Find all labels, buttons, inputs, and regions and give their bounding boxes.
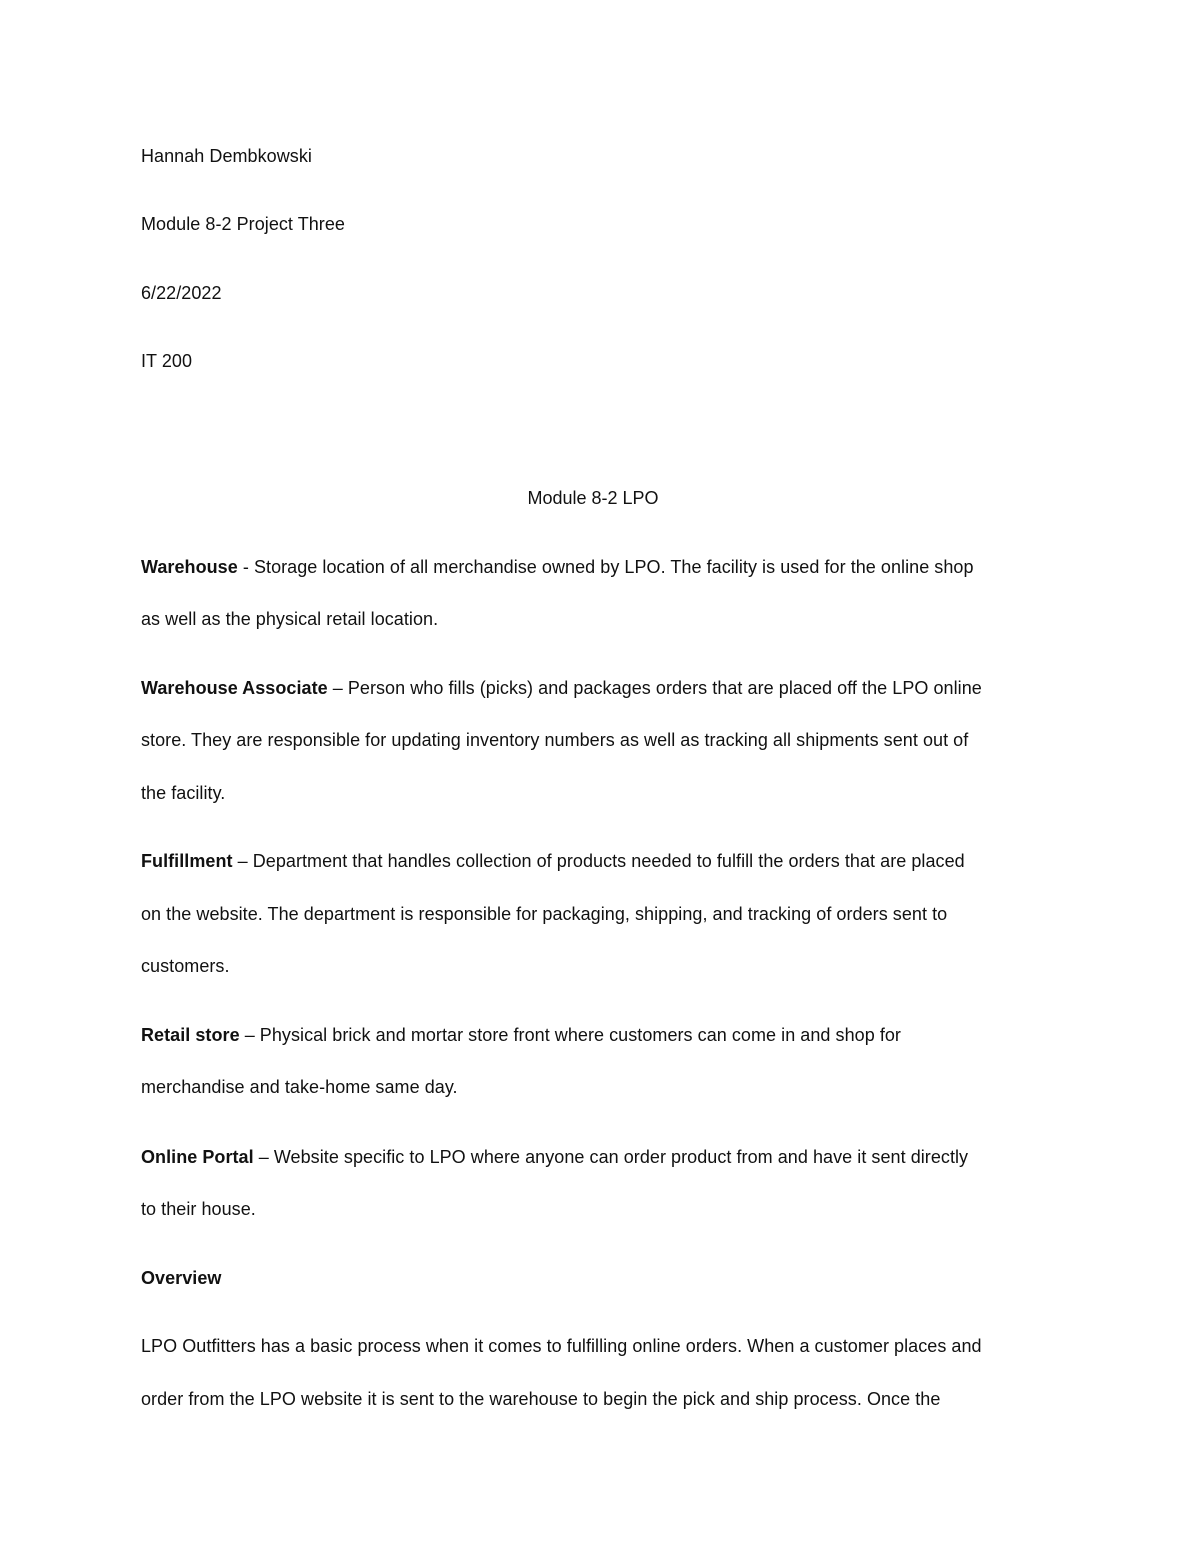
overview-paragraph-line-1: LPO Outfitters has a basic process when it comes to fulfilling online orders. When a customer places and [141,1336,982,1356]
definition-warehouse-line-2: as well as the physical retail location. [141,609,439,629]
definition-term: Retail store [141,1025,240,1045]
definition-term: Warehouse Associate [141,678,328,698]
definition-online-portal-line-1 [141,1146,968,1168]
definition-term: Warehouse [141,557,238,577]
definition-text: – Physical brick and mortar store front where customers can come in and shop for [239,1025,901,1045]
definition-warehouse-line-1 [141,556,974,578]
assignment-title: Module 8-2 Project Three [141,214,345,234]
document-title: Module 8-2 LPO [527,488,659,508]
author-name: Hannah Dembkowski [141,146,312,166]
definition-retail-store-line-2: merchandise and take-home same day. [141,1077,458,1097]
overview-paragraph-line-2: order from the LPO website it is sent to the warehouse to begin the pick and ship process. Once the [141,1389,941,1409]
definition-fulfillment-line-2: on the website. The department is responsible for packaging, shipping, and tracking of orders sent to [141,904,948,924]
document-date: 6/22/2022 [141,283,222,303]
definition-text: – Person who fills (picks) and packages orders that are placed off the LPO online [327,678,982,698]
definition-fulfillment-line-3: customers. [141,956,230,976]
definition-text: - Storage location of all merchandise owned by LPO. The facility is used for the online shop [237,557,974,577]
definition-text: – Website specific to LPO where anyone can order product from and have it sent directly [253,1147,969,1167]
definition-online-portal-line-2: to their house. [141,1199,256,1219]
definition-warehouse-associate-line-3: the facility. [141,783,226,803]
definition-term: Fulfillment [141,851,233,871]
definition-retail-store-line-1 [141,1024,901,1046]
definition-term: Online Portal [141,1147,254,1167]
overview-heading: Overview [141,1268,222,1288]
course-code: IT 200 [141,351,193,371]
definition-warehouse-associate-line-2: store. They are responsible for updating inventory numbers as well as tracking all shipments sent out of [141,730,969,750]
definition-fulfillment-line-1 [141,850,965,872]
definition-warehouse-associate-line-1 [141,677,982,699]
definition-text: – Department that handles collection of products needed to fulfill the orders that are placed [232,851,965,871]
